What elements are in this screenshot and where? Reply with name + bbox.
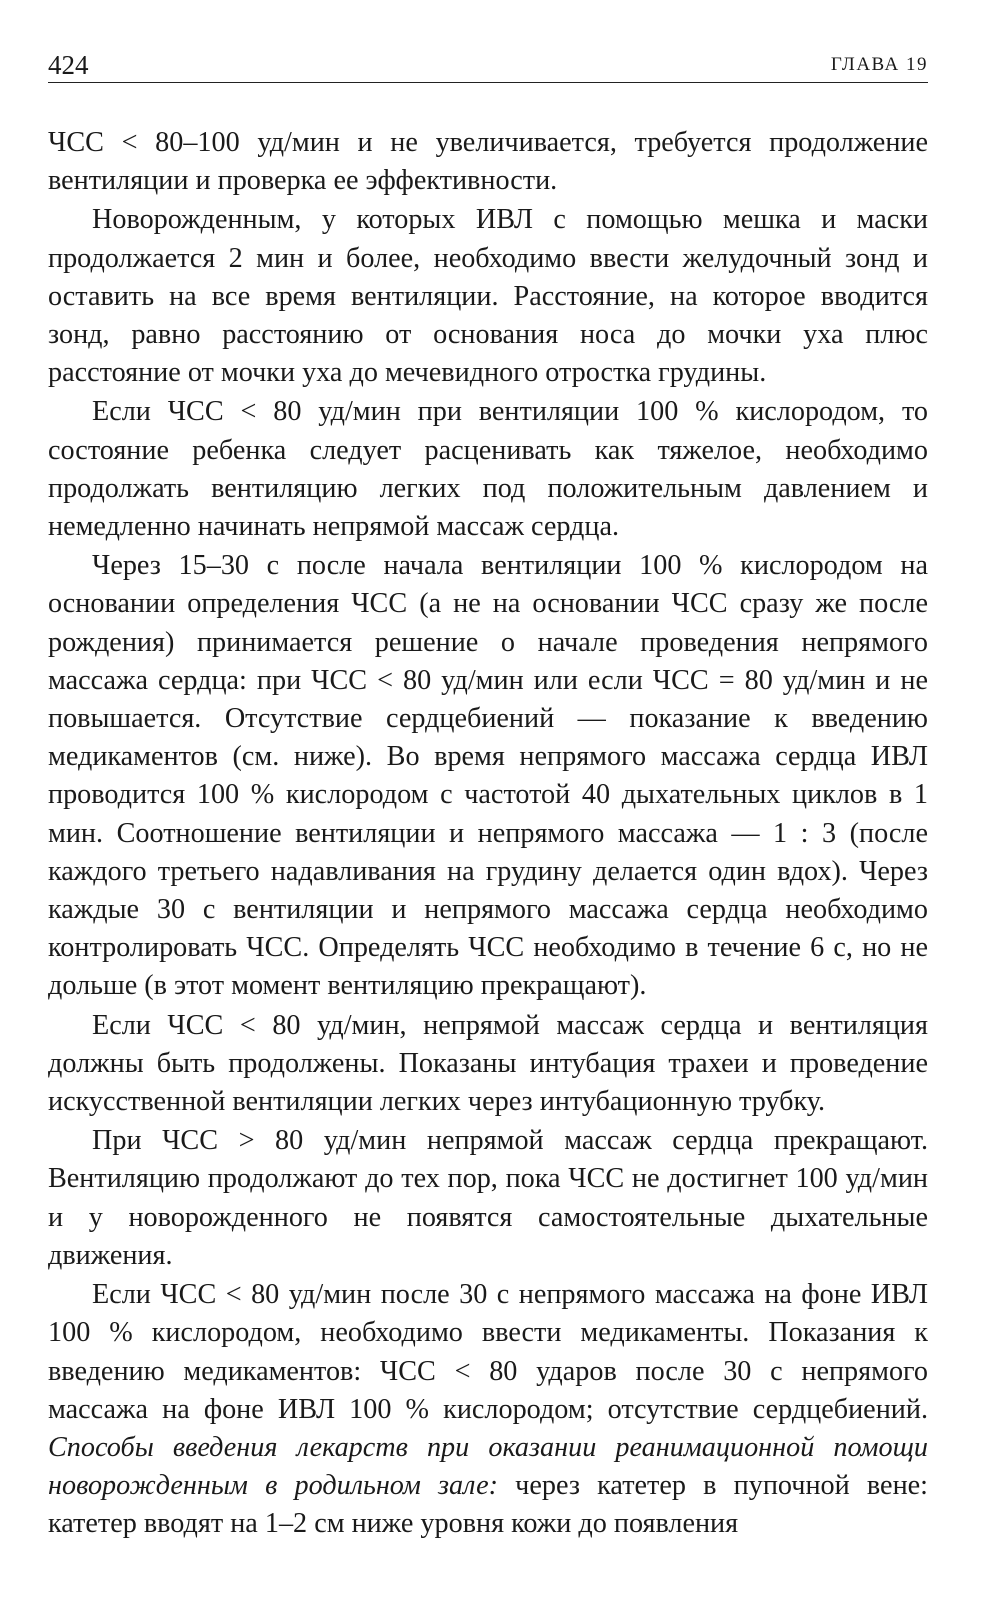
paragraph: При ЧСС > 80 уд/мин непрямой массаж сердца прекращают. Вентиляцию продолжают до тех пор, пока ЧСС не достигнет 100 уд/мин и у новорожденного не появятся самостоятельные дыхательные движения.	[48, 1125, 928, 1271]
page-number: 424	[48, 50, 89, 80]
paragraph: Через 15–30 с после начала вентиляции 100 % кислородом на основании определения ЧСС (а не на основании ЧСС сразу же после рождения) принимается решение о начале проведения непрямого массажа сердца: при ЧСС < 80 уд/мин или если ЧСС = 80 уд/мин и не повышается. Отсутствие сердцебиений — показание к введению медикаментов (см. ниже). Во время непрямого массажа сердца ИВЛ проводится 100 % кислородом с частотой 40 дыхательных циклов в 1 мин. Соотношение вентиляции и непрямого массажа — 1 : 3 (после каждого третьего надавливания на грудину делается один вдох). Через каждые 30 с вентиляции и непрямого массажа сердца необходимо контролировать ЧСС. Определять ЧСС необходимо в течение 6 с, но не дольше (в этот момент вентиляцию прекращают).	[48, 550, 928, 1002]
body-text	[48, 124, 928, 1544]
running-head: ГЛАВА 19	[830, 54, 928, 75]
paragraph: Если ЧСС < 80 уд/мин, непрямой массаж сердца и вентиляция должны быть продолжены. Показаны интубация трахеи и проведение искусственной вентиляции легких через интубационную трубку.	[48, 1009, 928, 1118]
paragraph-text: Если ЧСС < 80 уд/мин после 30 с непрямого массажа на фоне ИВЛ 100 % кислородом, необходимо ввести медикаменты. Показания к введению медикаментов: ЧСС < 80 ударов после 30 с непрямого массажа на фоне ИВЛ 100 % кислородом; отсутствие сердцебиений.	[48, 1279, 928, 1425]
paragraph-text: через катетер в пупочной вене: катетер вводят на 1–2 см ниже уровня кожи до появления	[48, 1470, 928, 1540]
paragraph: ЧСС < 80–100 уд/мин и не увеличивается, требуется продолжение вентиляции и проверка ее эффективности.	[48, 127, 928, 197]
paragraph	[48, 1276, 928, 1543]
paragraph: Если ЧСС < 80 уд/мин при вентиляции 100 % кислородом, то состояние ребенка следует расценивать как тяжелое, необходимо продолжать вентиляцию легких под положительным давлением и немедленно начинать непрямой массаж сердца.	[48, 396, 928, 543]
italic-subheading: Способы введения лекарств при оказании реанимационной помощи новорожденным в родильном зале:	[48, 1431, 928, 1502]
page-header	[48, 44, 928, 83]
paragraph: Новорожденным, у которых ИВЛ с помощью мешка и маски продолжается 2 мин и более, необходимо ввести желудочный зонд и оставить на все время вентиляции. Расстояние, на которое вводится зонд, равно расстоянию от основания носа до мочки уха плюс расстояние от мочки уха до мечевидного отростка грудины.	[48, 204, 928, 389]
